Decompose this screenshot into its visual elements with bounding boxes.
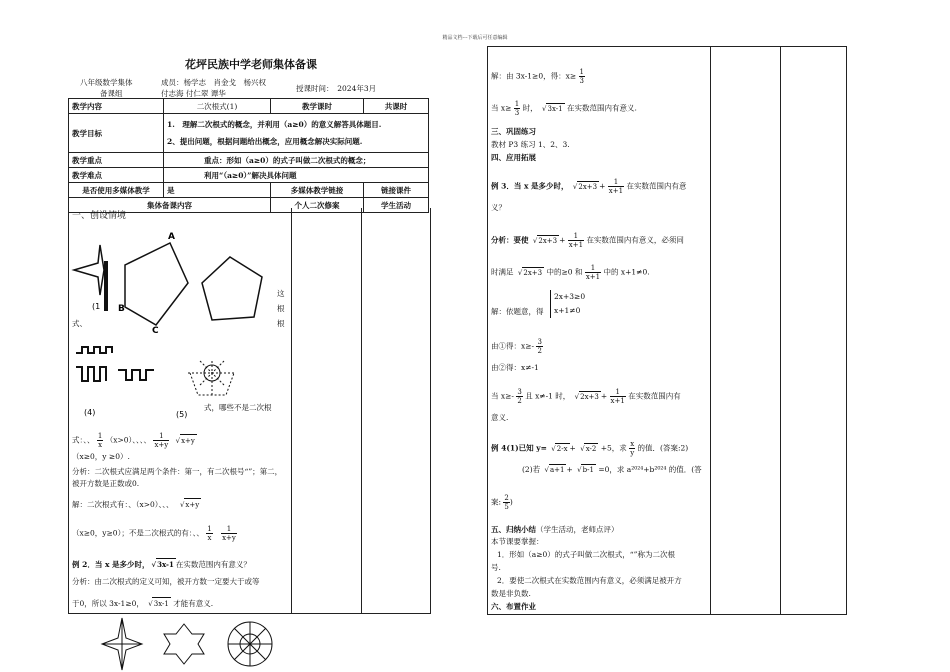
lesson-time: 授课时间： 2024年3月 [296,84,377,93]
text-line: 号. [491,563,501,572]
svg-text:(5): (5) [176,410,188,419]
fig-arrow-shape [74,245,108,311]
members-2: 付志海 付仁翠 谭华 [161,89,226,98]
analysis-3: 分析：要使 √ 2x+3 + $\frac{1}{x+1}$ 在实数范围内有意义，必须同 [491,232,684,249]
fraction [568,232,584,249]
numerator: 1 [153,432,169,441]
members: 成员：杨学志 肖金戈 杨兴权 [161,78,266,87]
fraction [608,178,624,195]
analysis-text: 分析：二次根式应满足两个条件：第一，有二次根号“”；第二，被开方数是正数或0. [72,467,283,488]
text-line [491,338,543,355]
text-line: 式、 [72,319,87,328]
fraction [503,494,509,511]
section-heading: 六、布置作业 [491,602,536,611]
fraction [221,525,237,542]
text-span: 例 2．当 x 是多少时， [72,560,150,569]
denominator: x+1 [585,273,601,281]
column-divider [361,208,362,613]
radical: √ b-1 [581,464,596,476]
svg-text:C: C [152,326,159,336]
text-span: 例 4(1)已知 y= [491,443,547,453]
star-figure [102,618,142,670]
fraction [516,388,522,405]
text-span: 当 x≥ [491,103,512,113]
side-text: 根 [277,304,285,313]
radical: √ 3x-1 [156,558,176,571]
numerator: x [630,440,635,448]
text-span: 在实数范围内有意义？ [175,560,251,569]
text-span: 解：二次根式有：、（x>0）、、、 [72,500,174,509]
fig-castle-pattern [76,347,154,381]
text-line: 数是非负数. [491,589,531,598]
table-cell [164,183,271,198]
table-cell: 教学内容 [69,99,164,114]
text-line [72,597,213,610]
denominator: x+1 [610,397,625,405]
text-span: （学生活动，老师点评） [536,525,619,534]
radical: √ 2x+3 [577,181,599,193]
numerator: 1 [585,264,601,273]
denominator: 3 [514,109,520,117]
text-span: 中的 x+1≠0. [603,267,650,277]
wheel-figure [228,622,272,666]
text-span: 在实数范围内有意义，必须同 [586,235,684,245]
radical: √ 2x+3 [522,267,544,279]
text-span: =0，求 a²⁰²⁴+b²⁰²⁴ 的值．(答 [598,465,702,474]
table-row [69,183,429,198]
side-text: 这 [277,289,285,298]
text-line: 当 x≥- $\frac{3}{2}$ 且 x≠-1 时， √ 2x+3 + $\frac{1}{x+1}$ 在实数范围内有 [491,388,681,405]
svg-text:B: B [118,304,125,314]
svg-text:(1: (1 [92,302,101,311]
table-cell: 多媒体教学链接 [271,183,364,198]
numerator: 1 [608,178,624,187]
text-span: 中的≥0 和 [546,267,583,277]
table-cell: 链接课件 [364,183,429,198]
svg-text:A: A [168,232,175,242]
text-span: 解：由 3x-1≥0，得：x≥ [491,71,577,81]
text-span: 的值．(答案:2) [637,443,689,453]
text-line: 式，哪些不是二次根 [204,403,272,412]
numerator: 3 [537,338,542,346]
radical: √ 2x+3 [537,235,559,247]
text-line: 1．形如（a≥0）的式子叫做二次根式，“”称为二次根 [497,550,675,559]
yes-text: 是 [167,185,175,195]
text-span: （x≥0，y≥0）；不是二次根式的有：、、 [72,528,204,538]
example-4: 例 4(1)已知 y= √ 2-x + √ x-2 +5，求 $\frac{x}{y}$ 的值．(答案:2) [491,440,688,457]
denominator: x+y [154,441,169,449]
text-line: 义？ [491,203,506,212]
goal-2: 2、提出问题，根据问题给出概念，应用概念解决实际问题. [167,137,363,146]
fraction [579,68,585,85]
text-line: （x≥0，y ≥0）. [72,452,130,461]
fraction [514,100,520,117]
radical: √ 3x-1 [152,597,171,610]
denominator: x+1 [608,187,624,195]
column-divider [780,47,781,614]
equation: 2x+3≥0 [554,292,586,301]
denominator: 3 [579,77,584,85]
example-3: 例 3．当 x 是多少时， √ 2x+3 + $\frac{1}{x+1}$ 在实数范围内有意 [491,178,686,195]
table-row [69,153,429,168]
radical: √ x+y [180,434,197,447]
grade-group: 八年级数学集体 [80,78,133,87]
page-title: 花坪民族中学老师集体备课 [185,58,317,71]
section-heading: 五、归纳小结 [491,525,536,534]
numerator: 1 [568,232,584,241]
text-span: 由①得：x≥- [491,341,535,351]
text-span: 且 x≠-1 时， [525,391,571,401]
numerator: 1 [207,525,212,533]
text-span: 时， [522,103,538,113]
table-row [69,114,429,153]
text-span: (2)若 [522,465,541,474]
text-line [491,68,585,85]
star-figures [100,616,300,672]
denominator: x [207,534,212,542]
geometry-figures [70,225,295,420]
svg-text:(4): (4) [84,408,96,417]
fraction [585,264,601,281]
denominator: 2 [537,347,542,355]
text-span: 才能有意义. [173,599,214,608]
table-cell: 是否使用多媒体教学 [69,183,164,198]
numerator: 1 [610,388,626,397]
goals-cell [164,114,429,153]
table-cell: 教学重点 [69,153,164,168]
text-line: 2．要使二次根式在实数范围内有意义，必须满足被开方 [497,576,682,585]
numerator: 2 [504,494,509,502]
fraction [97,432,103,449]
table-cell: 教学课时 [271,99,364,114]
text-line: 意义. [491,413,509,422]
fig-pentagon [202,257,262,320]
table-row [69,99,429,114]
header-note: 精品文档---下载后可任意编辑 [442,35,508,41]
table-row [69,168,429,183]
section-heading: 四、应用拓展 [491,153,536,162]
table-cell: 利用“（a≥0）”解决具体问题 [164,168,429,183]
grade-group-2: 备课组 [100,89,123,98]
fraction [629,440,635,457]
numerator: 1 [579,68,584,76]
text-line: 解：依题意，得 [491,307,544,316]
text-line: 案: $\frac{2}{5}$ ) [491,494,513,511]
text-span: 于0，所以 3x-1≥0， [72,599,144,608]
summary-heading [491,524,619,535]
side-text: 根 [277,319,285,328]
denominator: 2 [517,397,522,405]
denominator: 5 [504,503,509,511]
text-span: 例 3．当 x 是多少时， [491,181,569,191]
denominator: x+y [222,534,236,542]
denominator: x+1 [568,241,584,249]
equation-system [550,290,585,318]
text-line: (2)若 √ a+1 + √ b-1 =0，求 a²⁰²⁴+b²⁰²⁴ 的值．(答 [522,464,702,476]
text-line: 本节课要掌握： [491,537,544,546]
text-span: 案: [491,497,502,507]
table-cell: 学生活动 [364,198,429,213]
fraction [536,338,542,355]
numerator: 1 [221,525,237,534]
text-span: 在实数范围内有意义. [567,103,637,113]
denominator: x [98,441,103,449]
fraction [610,388,626,405]
fig-sun-pattern [188,361,236,397]
example-2 [72,558,251,571]
fig-pentagon-abc [118,232,188,336]
section-heading: 一、创设情境 [72,211,127,221]
text-line [72,432,197,449]
text-line [491,264,650,281]
column-divider [710,47,711,614]
analysis-2: 分析：由二次根式的定义可知，被开方数一定要大于或等 [72,577,260,586]
goal-1: 1. 理解二次根式的概念，并利用（a≥0）的意义解答具体题目. [167,120,382,129]
table-cell: 个人二次修案 [271,198,364,213]
radical: √ a+1 [549,464,567,476]
table-cell: 重点：形如（a≥0）的式子叫做二次根式的概念； [164,153,429,168]
text-span: 分析：要使 [491,235,529,245]
text-span: 时满足 [491,267,514,277]
text-line: 教材 P3 练习 1、2、3. [491,140,570,149]
radical: √ x+y [184,498,201,511]
radical: √ 2-x [555,443,569,455]
radical: √ 2x+3 [579,391,601,403]
denominator: y [630,449,635,457]
equation: x+1≠0 [554,306,581,315]
text-line: 由②得：x≠-1 [491,363,539,372]
text-line [491,100,637,117]
text-span: 式：、、 [72,435,95,445]
radical: √ x-2 [584,443,598,455]
table-cell: 教学目标 [69,114,164,153]
text-span: +5，求 [600,443,627,453]
text-span: 在实数范围内有意 [626,181,687,191]
lesson-table [68,98,429,213]
text-span: （x>0）、、、、 [105,435,152,445]
numerator: 1 [514,100,520,108]
numerator: 1 [97,432,103,440]
text-line [72,498,201,511]
table-cell: 共课时 [364,99,429,114]
text-line [72,525,237,542]
section-heading: 三、巩固练习 [491,127,536,136]
radical: √ 3x-1 [546,103,565,115]
star-figure [164,624,204,664]
fraction [153,432,169,449]
table-cell: 二次根式(1) [164,99,271,114]
table-cell: 教学难点 [69,168,164,183]
text-span: 当 x≥- [491,391,514,401]
text-span: 在实数范围内有 [628,391,681,401]
numerator: 3 [517,388,522,396]
fraction [206,525,212,542]
table-cell: 集体备课内容 [69,198,271,213]
